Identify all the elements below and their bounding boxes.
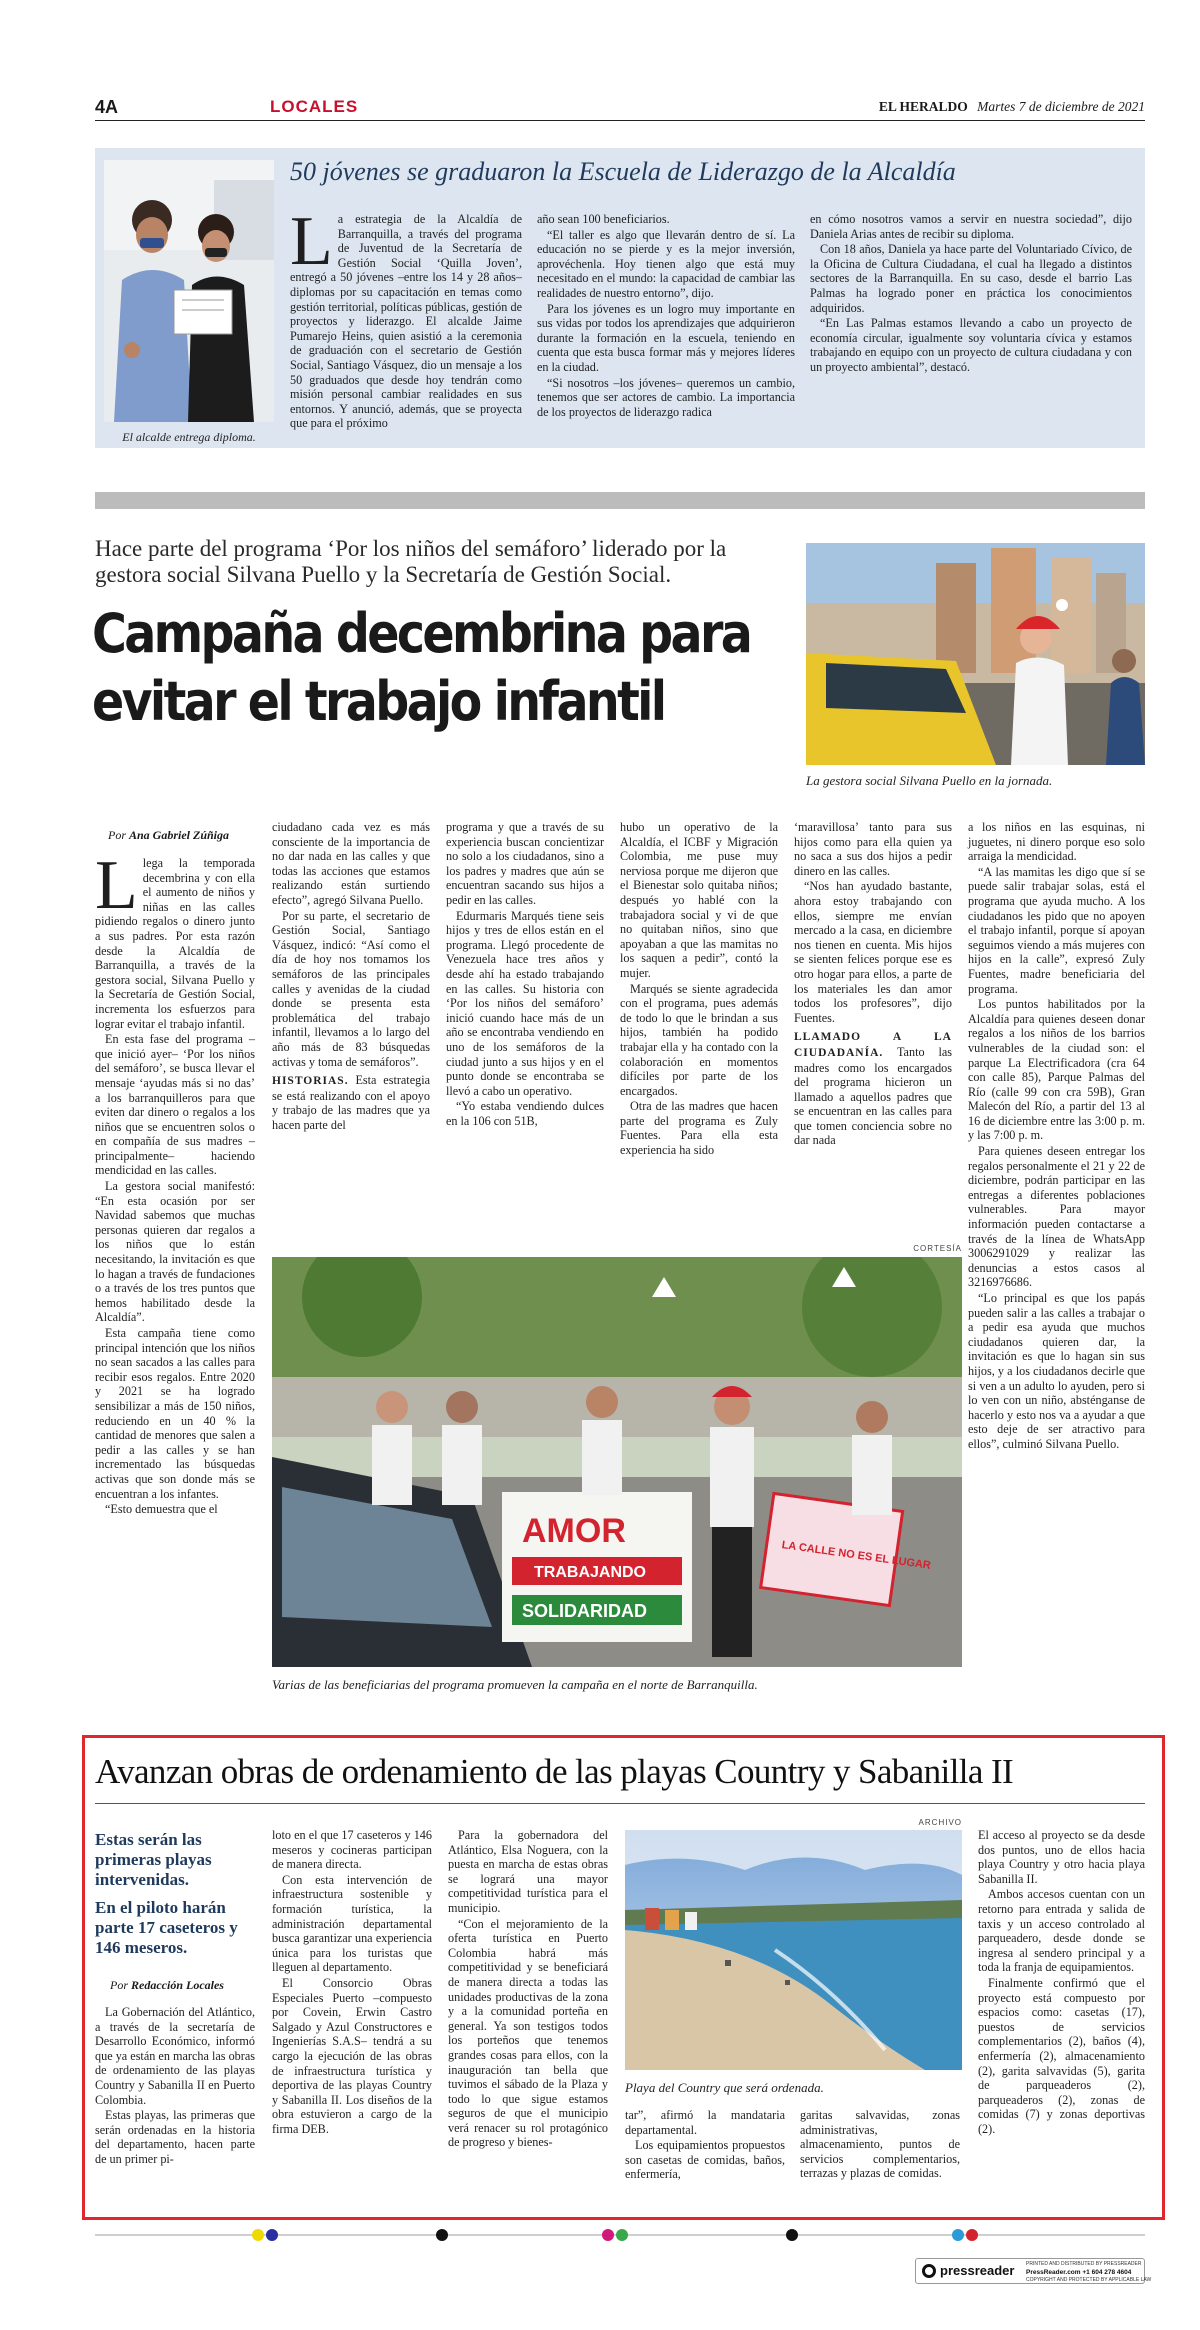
- paragraph: en cómo nosotros vamos a servir en nuestra sociedad”, dijo Daniela Arias antes de recibir su diploma.: [810, 212, 1132, 241]
- story2-byline: [108, 828, 229, 843]
- pressreader-line2: PressReader.com +1 604 278 4604: [1026, 2269, 1132, 2276]
- sign-trabajando: TRABAJANDO: [534, 1564, 646, 1581]
- story3-headline: Avanzan obras de ordenamiento de las playas Country y Sabanilla II: [95, 1752, 1014, 1791]
- story1-caption: El alcalde entrega diploma.: [122, 430, 256, 444]
- pressreader-icon: [922, 2264, 936, 2278]
- byline-name: Ana Gabriel Zúñiga: [129, 828, 230, 842]
- paragraph: Otra de las madres que hacen parte del programa es Zuly Fuentes. Para ella esta experiencia ha sido: [620, 1099, 778, 1158]
- paragraph: El Consorcio Obras Especiales Puerto –compuesto por Covein, Erwin Castro Salgado y Azul Constructores e Ingenierías S.A.S– tendrá a su cargo la ejecución de las obras de infraestructura turística y deportiva de las playas Country y Sabanilla II. Los diseños de la obra estuvieron a cargo de la firma DEB.: [272, 1975, 432, 2136]
- paragraph: “El taller es algo que llevarán dentro de sí. La educación no se pierde y es la mejor inversión, aprovéchenla. Hoy tienen algo que está muy necesitado en el mundo: la capacidad de cambiar las realidades de nuestro entorno”, dijo.: [537, 227, 795, 300]
- byline-prefix: Por: [110, 1978, 128, 1992]
- story2-top-caption: La gestora social Silvana Puello en la jornada.: [806, 773, 1053, 788]
- subhead: LLAMADO A LA CIUDADANÍA.: [794, 1031, 952, 1059]
- sign-amor: AMOR: [522, 1512, 626, 1550]
- paragraph: “A las mamitas les digo que sí se puede salir trabajar solas, está el programa que ayuda mucho. A los ciudadanos les pido que no apoyen el trabajo infantil, porque sí apoyan seguimos viendo a más mujeres con hijos en la calle”, expresó Zuly Fuentes, madre beneficiaria del programa.: [968, 864, 1145, 996]
- paragraph: ‘maravillosa’ tanto para sus hijos como para ella quien ya no saca a sus dos hijos a pedir dinero en las calles.: [794, 820, 952, 878]
- story1-col1-text: a estrategia de la Alcaldía de Barranquilla, a través del programa de Juventud de la Secretaría de Gestión Social ‘Quilla Joven’, entregó a 50 jóvenes –entre los 14 y 28 años– diplomas por su capacitación en temas como gestión territorial, políticas públicas, gestión de proyectos y liderazgo. El alcalde Jaime Pumarejo Heins, quien asistió a la ceremonia de graduación con el secretario de Gestión Social, Santiago Vásquez, dio un mensaje a los 50 graduados que desde hoy tendrán como misión personal cambiar realidades en sus entornos. Y anunció, además, que se proyecta que para el próximo: [290, 212, 522, 431]
- section-name: LOCALES: [270, 97, 359, 116]
- paragraph: [95, 847, 255, 1031]
- byline-prefix: Por: [108, 828, 126, 842]
- story1-col2: [537, 212, 795, 420]
- sign-solidaridad: SOLIDARIDAD: [522, 1601, 647, 1621]
- paragraph: Para quienes deseen entregar los regalos personalmente el 21 y 22 de diciembre, podrán participar en las entregas a diferentes poblaciones vulnerables. Para mayor información pueden contactarse a través de la línea de WhatsApp 3006291029 y realizar las denuncias a estos casos al 3216976686.: [968, 1144, 1145, 1290]
- story3-headline-rule: [95, 1803, 1145, 1804]
- registration-dot: [436, 2229, 448, 2241]
- paragraph: [272, 1073, 430, 1132]
- headline-line: evitar el trabajo infantil: [92, 670, 665, 733]
- paragraph: Marqués se siente agradecida con el programa, pues además de todo lo que le brindan a sus hijos, también ha podido trabajar ella y ha contado con la colaboración en momentos difíciles por parte de los encargados.: [620, 981, 778, 1098]
- paragraph: En esta fase del programa –que inició ayer– ‘Por los niños del semáforo’, se busca llevar el mensaje ‘ayudas más si no das’ a los barranquilleros para que eviten dar dinero o regalos a los niños que se encuentren solos o en compañía de sus madres –principalmente– haciendo mendicidad en las calles.: [95, 1032, 255, 1178]
- byline-name: Redacción Locales: [131, 1978, 224, 1992]
- story3-col2: [272, 1828, 432, 2137]
- story2-headline: [92, 600, 751, 736]
- story2-col2: [272, 820, 430, 1133]
- story1-col1: [290, 203, 522, 431]
- paragraph: [794, 1029, 952, 1148]
- paragraph: “Yo estaba vendiendo dulces en la 106 con 51B,: [446, 1099, 604, 1128]
- paragraph: Estas playas, las primeras que serán ordenadas en la historia del departamento, hacen parte de un primer pi-: [95, 2108, 255, 2166]
- page-header: [95, 97, 1145, 121]
- paragraph-text: Tanto las madres como los encargados del programa hicieron un llamado a aquellos padres que se encuentran en las calles para que tomen conciencia sobre no dar nada: [794, 1044, 952, 1148]
- paragraph: “Lo principal es que los papás pueden salir a las calles a trabajar o a pedir esa ayuda que muchos ciudadanos quieren dar, la invitación es que lo hagan sin sus hijos, y a los ciudadanos decirle que si ven a un adulto lo ayuden, pero si lo ven con un niño, absténganse de hacerlo y esto nos va a ayudar a que esto deje de ser atractivo para ellos”, culminó Silvana Puello.: [968, 1291, 1145, 1451]
- story3-highlight2: En el piloto harán parte 17 caseteros y 146 meseros.: [95, 1898, 238, 1957]
- story3-col5: [800, 2108, 960, 2182]
- story1-dropcap: L: [290, 203, 333, 280]
- paragraph: Para la gobernadora del Atlántico, Elsa Noguera, con la puesta en marcha de estas obras se logrará una mayor competitividad turística para el municipio.: [448, 1828, 608, 1915]
- paragraph: “Si nosotros –los jóvenes– queremos un cambio, tenemos que ser actores de cambio. La importancia de los proyectos de liderazgo radica: [537, 375, 795, 419]
- sign-calle: LA CALLE NO ES EL LUGAR: [780, 1539, 932, 1572]
- paragraph: loto en el que 17 caseteros y 146 meseros y cocineras participan de manera directa.: [272, 1828, 432, 1872]
- paragraph: Esta campaña tiene como principal intención que los niños no sean sacados a las calles para recibir esos regalos. Entre 2020 y 2021 se ha logrado sensibilizar a más de 150 niños, reduciendo en un 40 % la cantidad de menores que salen a pedir a las calles y se han incrementado las búsquedas activas que son donde más se encuentran a los infantes.: [95, 1326, 255, 1501]
- registration-dot: [266, 2229, 278, 2241]
- paragraph: “Nos han ayudado bastante, ahora estoy trabajando con ellos, siempre me envían mercado a la casa, en diciembre nos tienen en cuenta. Mis hijos se sienten felices porque ese es otro hogar para ellos, a parte de los materiales les dan amor todos los profesores”, dijo Fuentes.: [794, 879, 952, 1025]
- pressreader-line3: COPYRIGHT AND PROTECTED BY APPLICABLE LAW: [1026, 2277, 1152, 2283]
- paragraph: Con 18 años, Daniela ya hace parte del Voluntariado Cívico, de la Oficina de Cultura Ciudadana, el cual ha llegado a distintos sectores de la Barranquilla. En su caso, desde el barrio Las Palmas ha logrado poner en práctica los conocimientos adquiridos.: [810, 242, 1132, 315]
- paper-title: EL HERALDO: [878, 99, 968, 114]
- paragraph: Por su parte, el secretario de Gestión Social, Santiago Vásquez, indicó: “Así como el día de hoy nos tomamos los semáforos de las principales calles y avenidas de la ciudad donde se presenta esta problemática del trabajo infantil, llevamos a lo largo del año más de 83 búsquedas activas y toma de semáforos”.: [272, 908, 430, 1069]
- story3-byline: [110, 1978, 224, 1993]
- story3-credit: ARCHIVO: [918, 1818, 962, 1827]
- story2-top-photo: [806, 543, 1145, 765]
- paragraph: programa y que a través de su experiencia buscan concientizar no solo a los ciudadanos, sino a los padres y madres que aún se encuentran sacando sus hijos a pedir en las calles.: [446, 820, 604, 907]
- issue-date: Martes 7 de diciembre de 2021: [977, 99, 1145, 114]
- paragraph: “Esto demuestra que el: [105, 1502, 218, 1517]
- story2-big-photo: [272, 1257, 962, 1667]
- paragraph-text: Esta estrategia se está realizando con el apoyo y trabajo de las madres que ya hacen parte del: [272, 1073, 430, 1132]
- paragraph: año sean 100 beneficiarios.: [537, 212, 670, 226]
- registration-dot: [602, 2229, 614, 2241]
- story3-col4: [625, 2108, 785, 2183]
- paragraph: La Gobernación del Atlántico, a través de la secretaría de Desarrollo Económico, informó que ya están en marcha las obras de ordenamiento de las playas Country y Sabanilla II en Puerto Colombia.: [95, 2005, 255, 2107]
- story2-credit: CORTESÍA: [913, 1244, 962, 1253]
- paragraph: Para los jóvenes es un logro muy importante en sus vidas por todos los aprendizajes que adquirieron durante la formación en la escuela, teniendo en cuenta que esta busca formar más y mejores líderes en la ciudad.: [537, 301, 795, 374]
- story1-col3: [810, 212, 1132, 376]
- story2-col6: [968, 820, 1145, 1453]
- headline-line: Campaña decembrina para: [92, 602, 751, 665]
- paragraph: ciudadano cada vez es más consciente de la importancia de no dar nada en las calles y que todas las acciones que estamos realizando están surtiendo efecto”, agregó Silvana Puello.: [272, 820, 430, 907]
- pressreader-badge: [915, 2258, 1152, 2284]
- paragraph: Los equipamientos propuestos son casetas de comidas, baños, enfermería,: [625, 2138, 785, 2182]
- paragraph: “En Las Palmas estamos llevando a cabo un proyecto de economía circular, igualmente soy voluntaria cívica y estamos trabajando en equipo con un proyecto de cultura ciudadana y con un proyecto ambiental”, destacó.: [810, 316, 1132, 374]
- paragraph: Finalmente confirmó que el proyecto está compuesto por espacios como: casetas (17), puestos de servicios complementarios (2), baños (4), enfermería (2), almacenamiento (2), garita salvavidas (5), garita de parqueaderos (2), parqueaderos (2), zonas de comidas (7) y zonas deportivas (2).: [978, 1975, 1145, 2136]
- story3-col6: [978, 1828, 1145, 2137]
- registration-dot: [952, 2229, 964, 2241]
- story3-col3: [448, 1828, 608, 2151]
- paragraph-text: lega la temporada decembrina y con ella el aumento de niños y niñas en las calles pidiendo regalos o dinero junto a sus padres. Por esta razón desde la Alcaldía de Barranquilla, a través de la gestora social, Silvana Puello y la Secretaría de Gestión Social, incrementa los esfuerzos para lograr evitar el trabajo infantil.: [95, 856, 255, 1031]
- paragraph: El acceso al proyecto se da desde dos puntos, uno de ellos hacia playa Country y otro hacia playa Sabanilla II.: [978, 1828, 1145, 1886]
- section-divider: [95, 492, 1145, 509]
- page-number: 4A: [95, 97, 119, 117]
- story3-col1: [95, 2005, 255, 2168]
- pressreader-line1: PRINTED AND DISTRIBUTED BY PRESSREADER: [1026, 2261, 1142, 2267]
- paragraph: a los niños en las esquinas, ni juguetes, ni dinero porque eso solo arraiga la mendicidad.: [968, 820, 1145, 864]
- story2-big-caption: Varias de las beneficiarias del programa promueven la campaña en el norte de Barranquilla.: [272, 1677, 758, 1692]
- registration-dot: [786, 2229, 798, 2241]
- story1-title: 50 jóvenes se graduaron la Escuela de Liderazgo de la Alcaldía: [290, 157, 956, 186]
- registration-dot: [616, 2229, 628, 2241]
- subhead: HISTORIAS.: [272, 1075, 349, 1088]
- paragraph: tar”, afirmó la mandataria departamental.: [625, 2108, 785, 2137]
- pressreader-logo: pressreader: [940, 2263, 1015, 2278]
- story2-col5: [794, 820, 952, 1149]
- story3-highlight1: Estas serán las primeras playas intervenidas.: [95, 1830, 212, 1889]
- paragraph: Ambos accesos cuentan con un retorno para entrada y salida de taxis y un acceso controlado al parqueadero, desde donde se ingresa al sendero principal y a toda la franja de equipamientos.: [978, 1887, 1145, 1975]
- story3-caption: Playa del Country que será ordenada.: [625, 2080, 824, 2095]
- paper-name: [879, 99, 1145, 115]
- paragraph: Los puntos habilitados por la Alcaldía para quienes deseen donar regalos a los niños de los barrios vulnerables de la ciudad son: el parque La Electrificadora (cra 64 con calle 85), Parque Palmas del Río (calle 99 con cra 59B), Gran Malecón del Río, a partir del 13 al 16 de diciembre entre las 3:00 p. m. y las 7:00 p. m.: [968, 997, 1145, 1143]
- story1-photo: [104, 160, 274, 422]
- paragraph: La gestora social manifestó: “En esta ocasión por ser Navidad sabemos que muchas personas quieren dar regalos a los niños que lo están necesitando, la invitación es que lo hagan a través de fundaciones o a través de los tres puntos que hemos habilitado desde la Alcaldía”.: [95, 1179, 255, 1325]
- paragraph: Con esta intervención de infraestructura sostenible y formación turística, la administración departamental busca garantizar una experiencia única para los turistas que lleguen al departamento.: [272, 1872, 432, 1975]
- story2-kicker: Hace parte del programa ‘Por los niños del semáforo’ liderado por la gestora social Silvana Puello y la Secretaría de Gestión Social.: [95, 536, 727, 587]
- paragraph: garitas salvavidas, zonas administrativas, almacenamiento, puntos de servicios complementarios, terrazas y plazas de comidas.: [800, 2108, 960, 2181]
- story2-col4: [620, 820, 778, 1159]
- paragraph: “Con el mejoramiento de la oferta turística en Puerto Colombia habrá más competitividad y se beneficiará de manera directa a todas las unidades productivas de la zona y a la comunidad porteña en general. Ya son testigos todos los porteños que tenemos grandes cosas para ellos, con la inauguración tan bella que tuvimos el sábado de la Plaza y todo lo que sigue estamos seguros de que el municipio verá renacer su rol protagónico de progreso y bienes-: [448, 1916, 608, 2150]
- story3-photo: [625, 1830, 962, 2070]
- registration-dot: [966, 2229, 978, 2241]
- story2-dropcap: L: [95, 847, 138, 924]
- story2-col1: [95, 847, 255, 1518]
- paragraph: Edurmaris Marqués tiene seis hijos y tres de ellos están en el programa. Llegó procedente de Venezuela hace tres años y desde ahí ha estado trabajando en las calles. Su historia con ‘Por los niños del semáforo’ inició cuando hace más de un año se encontraba vendiendo en uno de los semáforos de la ciudad junto a sus hijos y en el punto donde se encontraba se llevó a cabo un operativo.: [446, 908, 604, 1098]
- paragraph: hubo un operativo de la Alcaldía, el ICBF y Migración Colombia, me puse muy nerviosa porque me dijeron que el Bienestar solo quitaba niños; después yo hablé con la trabajadora social y vi de que no quitaban niños, sino que apoyaban a que las mamitas no los saquen a pedir”, contó la mujer.: [620, 820, 778, 980]
- story2-col3: [446, 820, 604, 1129]
- registration-dot: [252, 2229, 264, 2241]
